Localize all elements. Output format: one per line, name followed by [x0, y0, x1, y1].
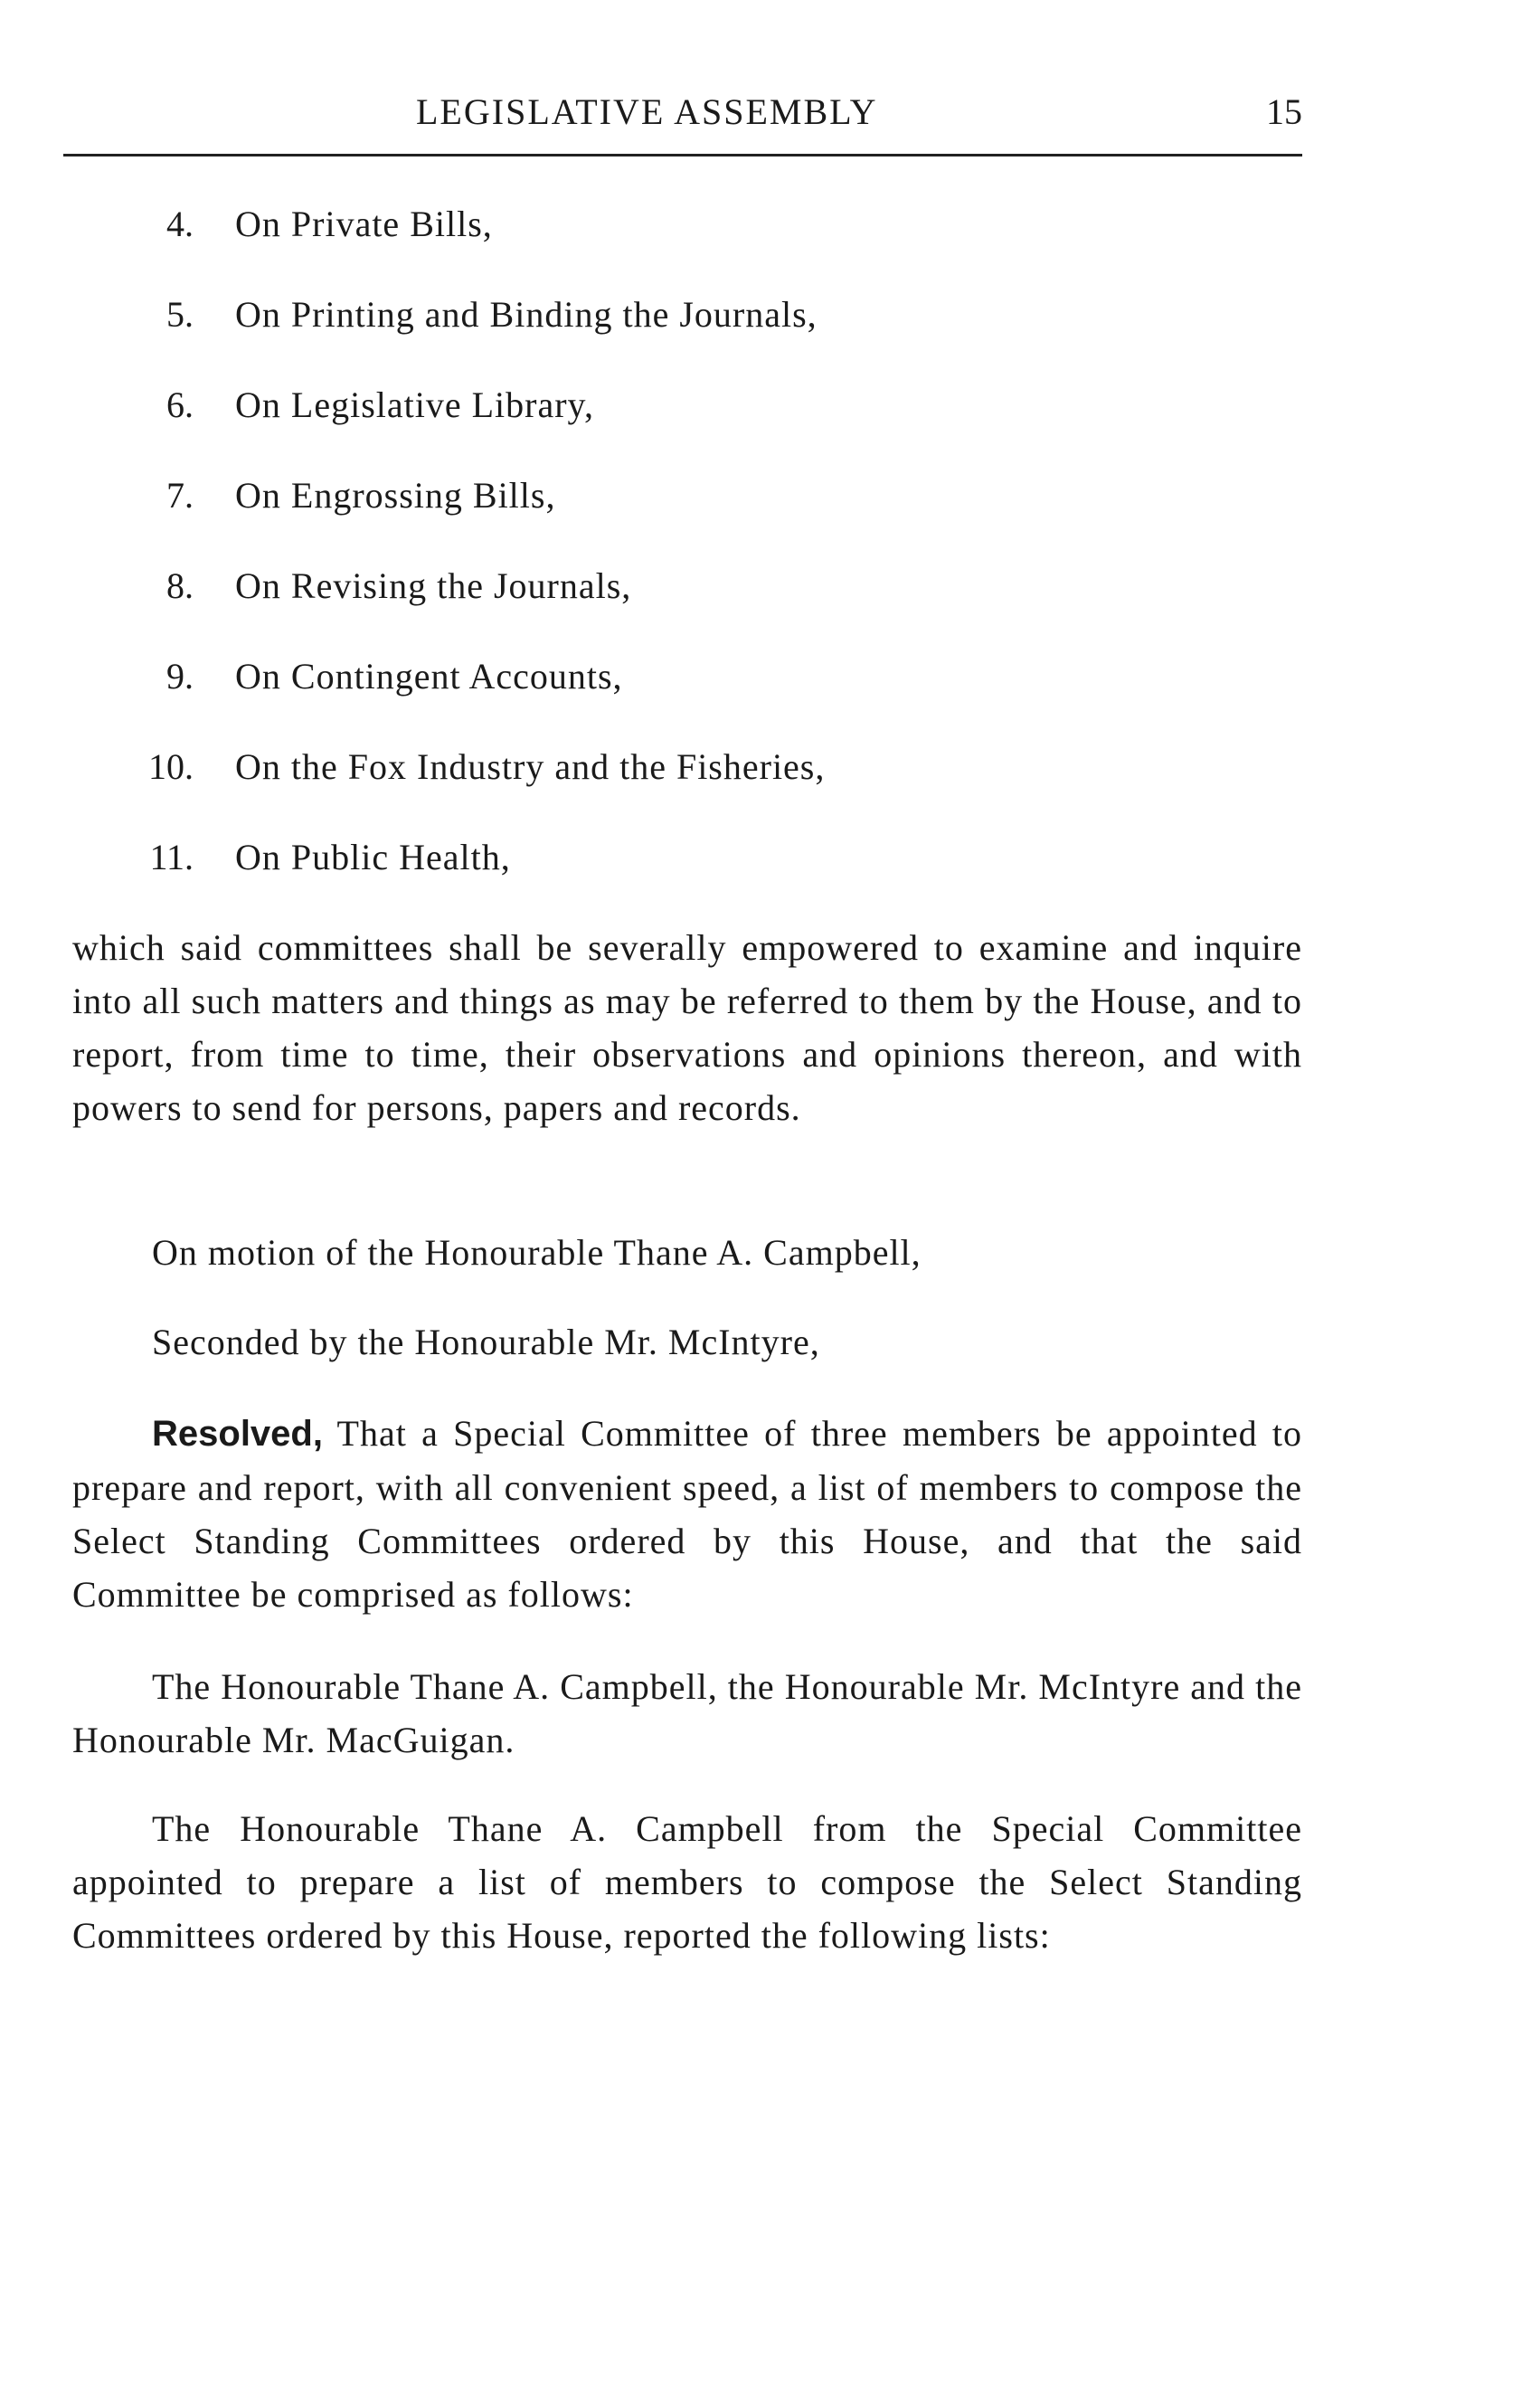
seconded-paragraph: Seconded by the Honourable Mr. McIntyre, — [152, 1322, 820, 1362]
item-number: 4. — [166, 204, 194, 244]
item-text: On Contingent Accounts, — [235, 656, 623, 697]
item-number: 6. — [166, 384, 194, 425]
item-number: 9. — [166, 656, 194, 697]
page-number: 15 — [1266, 91, 1302, 132]
item-text: On Legislative Library, — [235, 384, 594, 425]
item-text: On Private Bills, — [235, 204, 493, 244]
resolution-paragraph — [72, 1407, 1302, 1621]
item-text: On Engrossing Bills, — [235, 475, 556, 516]
header-rule — [63, 154, 1302, 156]
resolution-text: That a Special Committee of three members be appointed to prepare and report, with all convenient speed, a list of members to compose the Select Standing Committees ordered by this House, and that the said Committee be comprised as follows: — [72, 1413, 1302, 1615]
members-paragraph: The Honourable Thane A. Campbell, the Honourable Mr. McIntyre and the Honourable Mr. MacGuigan. — [72, 1666, 1302, 1760]
item-number: 11. — [149, 837, 194, 877]
item-text: On Printing and Binding the Journals, — [235, 294, 818, 335]
item-text: On the Fox Industry and the Fisheries, — [235, 746, 826, 787]
item-text: On Revising the Journals, — [235, 565, 632, 606]
item-number: 8. — [166, 565, 194, 606]
item-text: On Public Health, — [235, 837, 511, 877]
item-number: 5. — [166, 294, 194, 335]
item-number: 10. — [148, 746, 194, 787]
running-head — [63, 90, 1302, 145]
running-title: LEGISLATIVE ASSEMBLY — [416, 91, 878, 132]
motion-paragraph: On motion of the Honourable Thane A. Campbell, — [152, 1232, 922, 1273]
empowerment-paragraph: which said committees shall be severally empowered to examine and inquire into all such matters and things as may be referred to them by the House, and to report, from time to time, their observations and opinions thereon, and with powers to send for persons, papers and records. — [72, 927, 1302, 1128]
resolved-label: Resolved, — [152, 1414, 323, 1454]
item-number: 7. — [166, 475, 194, 516]
report-paragraph: The Honourable Thane A. Campbell from the Special Committee appointed to prepare a list of members to compose the Select Standing Committees ordered by this House, reported the following lists: — [72, 1808, 1302, 1956]
